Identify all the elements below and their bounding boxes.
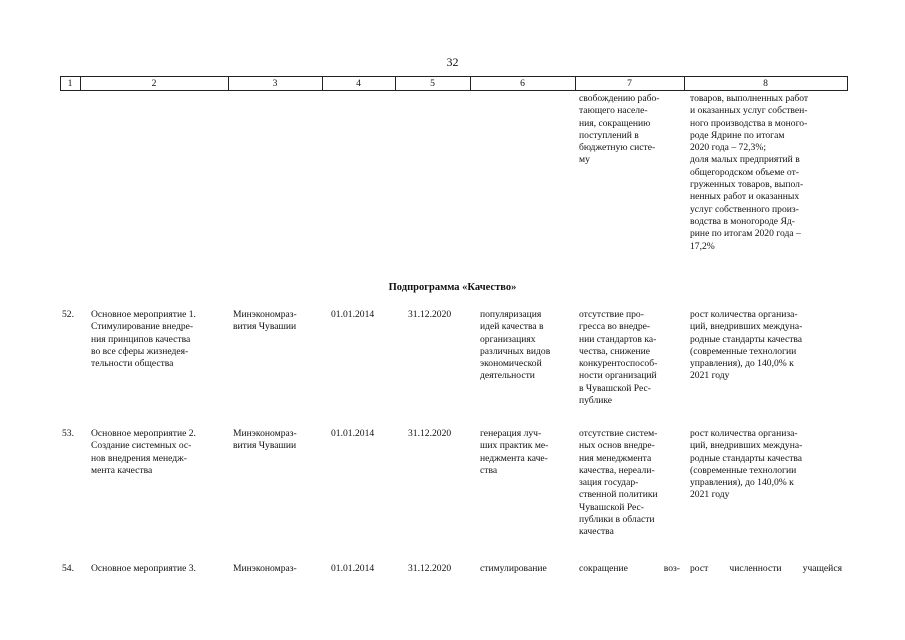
executor: Минэкономраз- вития Чувашии bbox=[233, 309, 297, 333]
continuation-consequence: свобождению рабо- тающего населе- ния, сокращению поступлений в бюджетную систе- му bbox=[579, 93, 660, 166]
indicator: рост численности учащейся bbox=[690, 563, 842, 574]
consequence: сокращение воз- bbox=[579, 563, 680, 574]
column-number: 8 bbox=[763, 78, 768, 89]
expected-result: генерация луч- ших практик ме- неджмента каче- ства bbox=[480, 428, 549, 476]
continuation-indicator: товаров, выполненных работ и оказанных услуг собствен- ного производства в моного- роде Ядрине по итогам 2020 года – 72,3%; доля малых предприятий в общегородском объеме от- груженных товаров, выпол- ненных работ и оказанных услуг собственного произ- водства в моногороде Яд- рине по итогам 2020 года – 17,2% bbox=[690, 93, 809, 252]
page-number: 32 bbox=[446, 55, 459, 69]
executor: Минэкономраз- bbox=[233, 563, 297, 574]
row-number: 54. bbox=[62, 563, 74, 574]
column-number: 3 bbox=[272, 78, 278, 89]
start-date: 01.01.2014 bbox=[331, 428, 375, 439]
column-number: 7 bbox=[627, 78, 632, 89]
event-name: Основное мероприятие 3. bbox=[91, 563, 196, 574]
start-date: 01.01.2014 bbox=[331, 563, 375, 574]
event-name: Основное мероприятие 1. Стимулирование внедре- ния принципов качества во все сферы жизнедея- тельности общества bbox=[91, 309, 196, 370]
expected-result: популяризация идей качества в организациях различных видов экономической деятельности bbox=[480, 309, 551, 382]
start-date: 01.01.2014 bbox=[331, 309, 375, 320]
consequence: отсутствие про- гресса во внедре- нии стандартов ка- чества, снижение конкурентоспособ- ности организаций в Чувашской Рес- публике bbox=[579, 309, 658, 407]
column-number: 4 bbox=[356, 78, 361, 89]
event-name: Основное мероприятие 2. Создание системных ос- нов внедрения менедж- мента качества bbox=[91, 428, 196, 476]
column-number: 1 bbox=[67, 78, 73, 89]
indicator: рост количества организа- ций, внедривших междуна- родные стандарты качества (современные технологии управления), до 140,0% к 2021 году bbox=[690, 309, 803, 382]
row-number: 53. bbox=[62, 428, 74, 439]
column-number: 5 bbox=[430, 78, 435, 89]
consequence: отсутствие систем- ных основ внедре- ния менеджмента качества, нереали- зация государ- ственной политики Чувашской Рес- публики в области качества bbox=[579, 428, 658, 538]
row-number: 52. bbox=[62, 309, 74, 320]
end-date: 31.12.2020 bbox=[408, 563, 452, 574]
end-date: 31.12.2020 bbox=[408, 309, 452, 320]
column-number: 2 bbox=[151, 78, 157, 89]
column-number: 6 bbox=[520, 78, 525, 89]
end-date: 31.12.2020 bbox=[408, 428, 452, 439]
section-title: Подпрограмма «Качество» bbox=[388, 282, 517, 293]
indicator: рост количества организа- ций, внедривших междуна- родные стандарты качества (современные технологии управления), до 140,0% к 2021 году bbox=[690, 428, 803, 501]
expected-result: стимулирование bbox=[480, 563, 547, 574]
executor: Минэкономраз- вития Чувашии bbox=[233, 428, 297, 452]
column-separator bbox=[847, 76, 848, 90]
table-header-rule-top bbox=[60, 76, 848, 77]
